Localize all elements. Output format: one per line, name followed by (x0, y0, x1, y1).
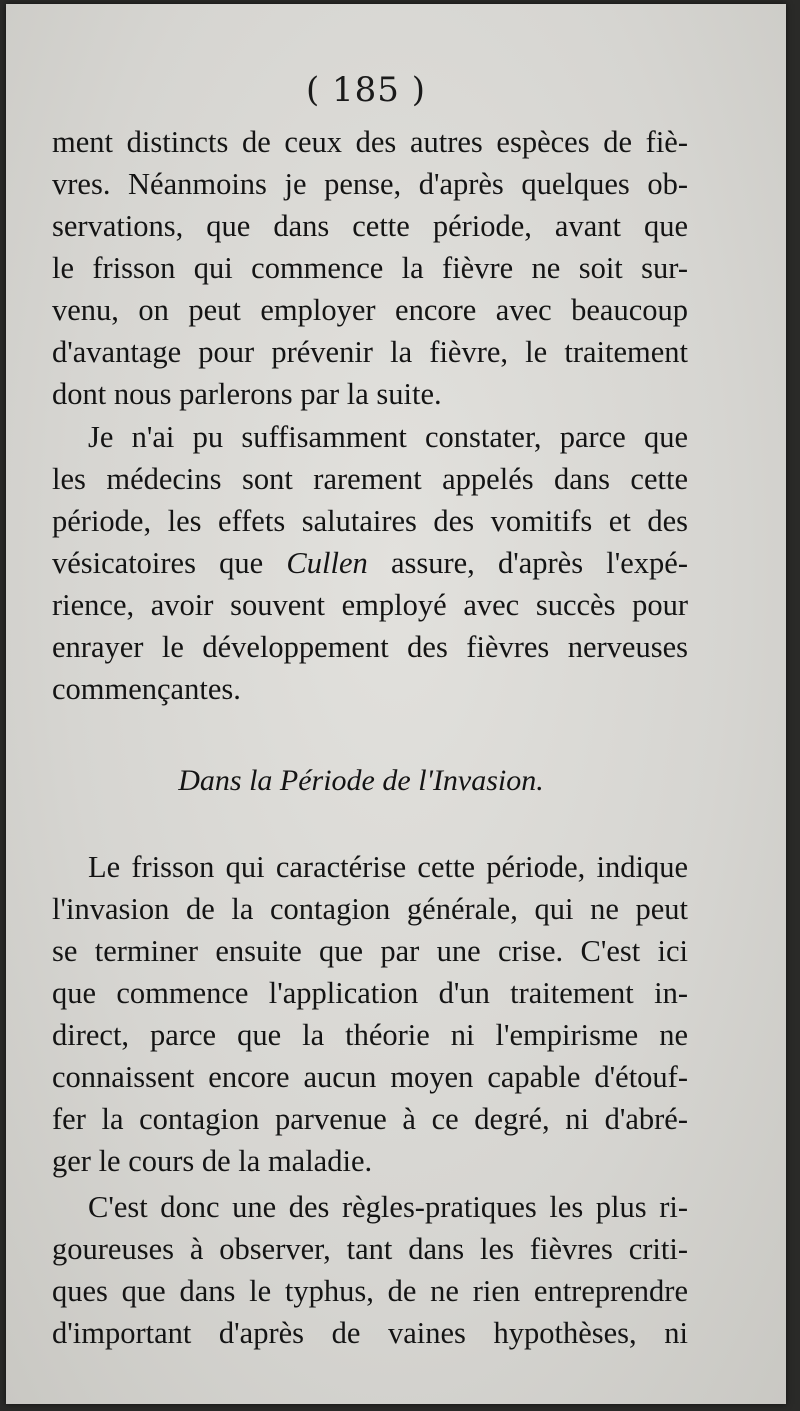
text-span: vésicatoires que (52, 546, 287, 580)
paragraph-3 (52, 846, 688, 1182)
text-line: connaissent encore aucun moyen capable d'étouf- (52, 1060, 688, 1094)
text-line: servations, que dans cette période, avant que (52, 209, 688, 243)
text-line: d'avantage pour prévenir la fièvre, le traitement (52, 335, 688, 369)
text-line: les médecins sont rarement appelés dans cette (52, 462, 688, 496)
text-line: fer la contagion parvenue à ce degré, ni d'abré- (52, 1102, 688, 1136)
text-line: dont nous parlerons par la suite. (52, 377, 442, 411)
text-line: se terminer ensuite que par une crise. C'est ici (52, 934, 688, 968)
text-line: enrayer le développement des fièvres nerveuses (52, 630, 688, 664)
page-number: ( 185 ) (305, 70, 427, 110)
section-heading: Dans la Période de l'Invasion. (178, 764, 544, 797)
text-line: commençantes. (52, 672, 241, 706)
text-line: ger le cours de la maladie. (52, 1144, 373, 1178)
text-line: C'est donc une des règles-pratiques les plus ri- (88, 1190, 688, 1224)
text-line: d'important d'après de vaines hypothèses, ni (52, 1316, 688, 1350)
text-line: ques que dans le typhus, de ne rien entreprendre (52, 1274, 688, 1308)
text-line: période, les effets salutaires des vomitifs et des (52, 504, 688, 538)
text-line: ment distincts de ceux des autres espèces de fiè- (52, 125, 688, 159)
text-line: l'invasion de la contagion générale, qui ne peut (52, 892, 688, 926)
text-line: Le frisson qui caractérise cette période, indique (88, 850, 688, 884)
text-span: assure, d'après l'expé- (367, 546, 688, 580)
text-line: rience, avoir souvent employé avec succès pour (52, 588, 688, 622)
text-line: le frisson qui commence la fièvre ne soit sur- (52, 251, 688, 285)
text-line: vres. Néanmoins je pense, d'après quelques ob- (52, 167, 688, 201)
book-page (6, 4, 786, 1404)
text-line: goureuses à observer, tant dans les fièvres criti- (52, 1232, 688, 1266)
paragraph-4 (52, 1186, 688, 1354)
text-line: que commence l'application d'un traitement in- (52, 976, 688, 1010)
text-line-with-name (52, 542, 688, 584)
text-line: venu, on peut employer encore avec beaucoup (52, 293, 688, 327)
author-name-cullen: Cullen (286, 546, 368, 580)
paragraph-2 (52, 416, 688, 710)
paragraph-1 (52, 121, 688, 415)
text-line: direct, parce que la théorie ni l'empirisme ne (52, 1018, 688, 1052)
text-line: Je n'ai pu suffisamment constater, parce que (88, 420, 688, 454)
